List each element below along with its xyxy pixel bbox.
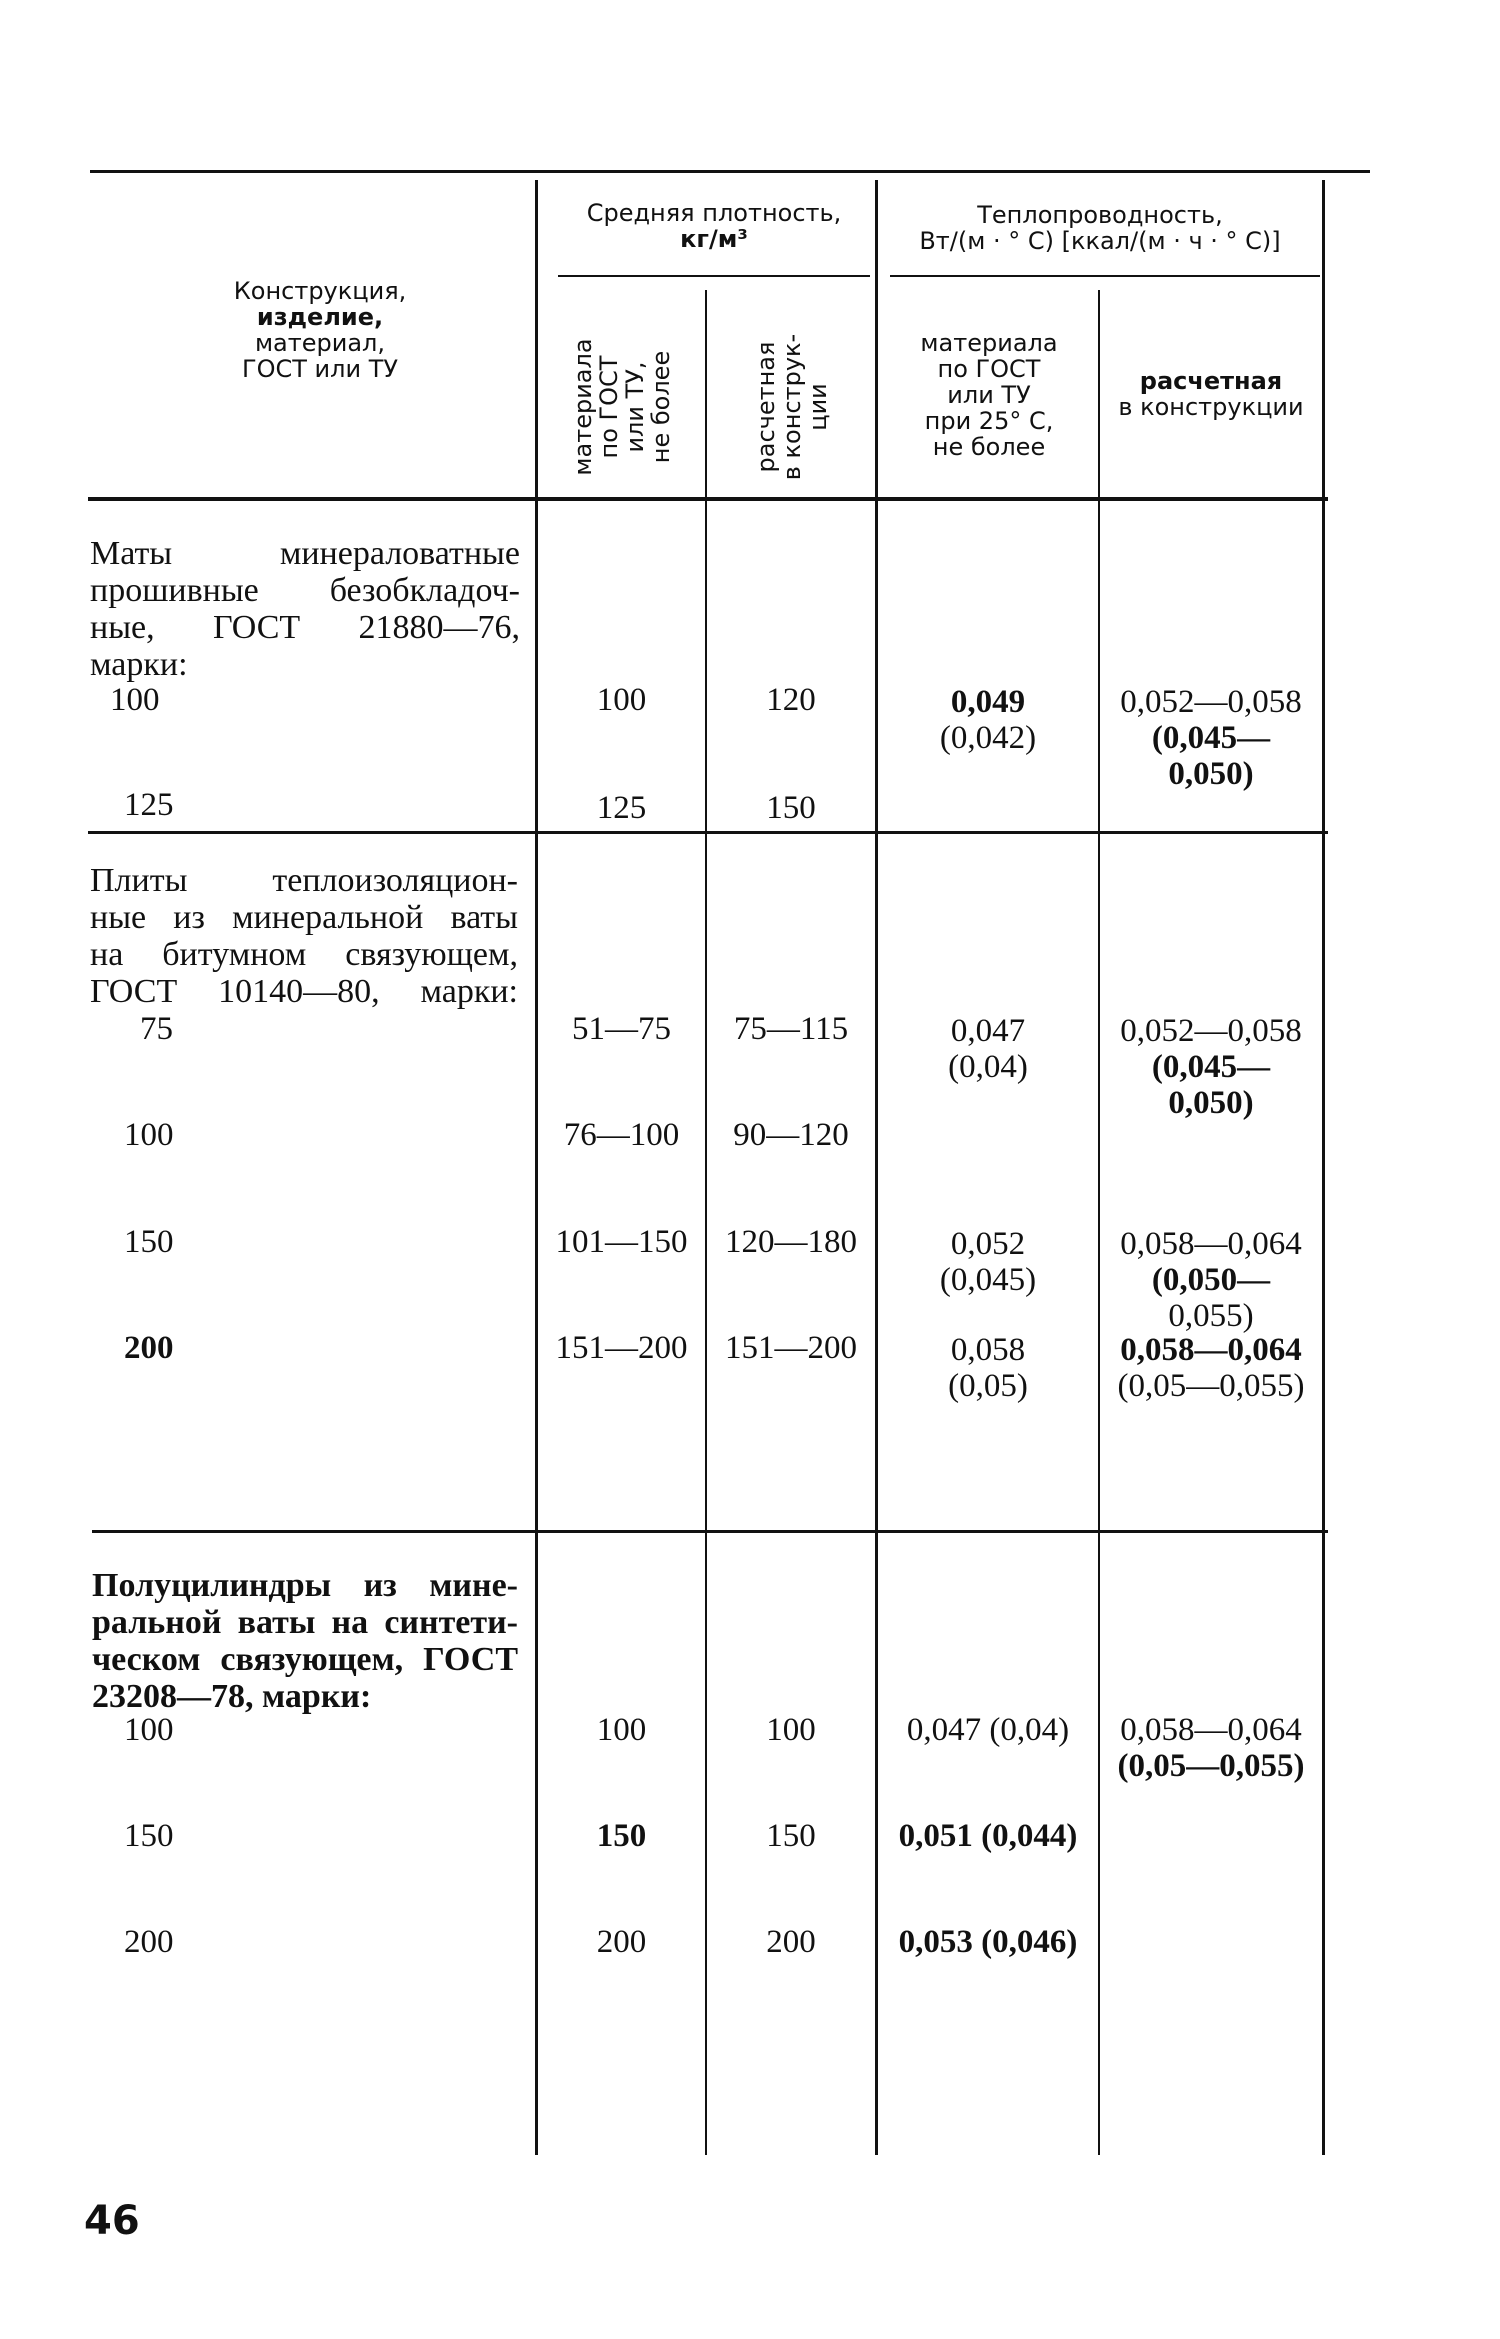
header-conductivity-line: Теплопроводность, <box>977 201 1223 229</box>
section-name-line: марки: <box>90 646 188 683</box>
section-rule-2 <box>92 1530 1328 1533</box>
header-cond-line: при 25° С, <box>924 407 1054 435</box>
cond-material <box>878 1818 1098 1854</box>
top-rule <box>90 170 1370 173</box>
cond-material <box>878 1332 1098 1404</box>
cond-calc <box>1100 1712 1322 1784</box>
cond-line: 0,049 <box>950 684 1026 720</box>
density-calc: 200 <box>766 1924 816 1960</box>
section-name-line: Полуцилиндры из мине- <box>92 1567 518 1604</box>
page-number: 46 <box>84 2198 140 2244</box>
grade: 150 <box>124 1818 174 1854</box>
density-calc: 90—120 <box>733 1117 849 1153</box>
section-name <box>92 1567 518 1715</box>
cond-material <box>878 1226 1098 1298</box>
grade: 75 <box>140 1011 173 1047</box>
cond-line: 0,047 <box>950 1013 1026 1049</box>
density-group-rule <box>558 275 870 277</box>
header-density-line: кг/м³ <box>680 225 748 253</box>
section-name <box>90 862 518 1010</box>
density-calc: 100 <box>766 1712 816 1748</box>
header-vert-line: в конструк- <box>778 333 806 481</box>
cond-line: (0,042) <box>939 720 1037 756</box>
cond-line: 0,052 <box>950 1226 1026 1262</box>
density-material: 125 <box>596 790 647 826</box>
header-cond-line: в конструкции <box>1118 393 1304 421</box>
density-calc: 151—200 <box>725 1330 857 1366</box>
cond-line: 0,052—0,058 <box>1120 684 1302 720</box>
cond-line: (0,05—0,055) <box>1117 1368 1305 1404</box>
header-vert-line: не более <box>647 350 675 464</box>
section-name-line: на битумном связующем, <box>90 936 518 973</box>
cond-line: 0,058 <box>950 1332 1026 1368</box>
col-divider-right <box>1322 180 1325 2155</box>
cond-line: (0,05) <box>948 1368 1028 1404</box>
density-calc: 150 <box>766 790 816 826</box>
header-density-line: Средняя плотность, <box>586 199 842 227</box>
cond-line: 0,050) <box>1168 1085 1254 1121</box>
density-calc: 120—180 <box>725 1224 857 1260</box>
cond-line: (0,050— <box>1151 1262 1271 1298</box>
density-material: 151—200 <box>555 1330 688 1366</box>
section-name-line: 23208—78, марки: <box>92 1678 372 1715</box>
cond-material <box>878 1924 1098 1960</box>
header-cond-line: материала <box>920 329 1058 357</box>
section-name-line: ные, ГОСТ 21880—76, <box>90 609 520 646</box>
header-bottom-rule <box>88 497 1328 501</box>
grade: 150 <box>124 1224 174 1260</box>
header-vert-line: материала <box>569 338 597 476</box>
cond-line: 0,052—0,058 <box>1120 1013 1302 1049</box>
cond-calc <box>1100 684 1322 792</box>
section-name-line: ные из минеральной ваты <box>90 899 518 936</box>
section-name <box>90 535 520 683</box>
cond-line: (0,045— <box>1151 720 1271 756</box>
density-material: 76—100 <box>563 1117 680 1153</box>
header-cond-line: или ТУ <box>947 381 1031 409</box>
density-calc: 120 <box>766 682 816 718</box>
cond-line: 0,053 (0,046) <box>898 1924 1078 1960</box>
header-construction-line: материал, <box>254 329 386 357</box>
cond-line: 0,058—0,064 <box>1120 1332 1302 1368</box>
cond-calc <box>1100 1332 1322 1404</box>
grade: 100 <box>124 1712 174 1748</box>
header-density-calc <box>753 287 831 527</box>
grade: 100 <box>124 1117 174 1153</box>
header-density-material <box>570 287 674 527</box>
cond-line: 0,055) <box>1168 1298 1254 1334</box>
cond-line: 0,051 (0,044) <box>898 1818 1078 1854</box>
header-construction-line: ГОСТ или ТУ <box>241 355 399 383</box>
header-construction-line: изделие, <box>256 303 384 331</box>
col-divider-1 <box>535 180 538 2155</box>
density-material: 100 <box>596 682 647 718</box>
header-construction-line: Конструкция, <box>233 277 407 305</box>
col-divider-3 <box>875 180 878 2155</box>
header-vert-line: ции <box>804 383 832 431</box>
header-construction <box>160 278 480 382</box>
density-calc: 150 <box>766 1818 816 1854</box>
header-cond-material <box>880 330 1098 460</box>
header-cond-calc <box>1100 368 1322 420</box>
cond-calc <box>1100 1013 1322 1121</box>
section-name-line: ГОСТ 10140—80, марки: <box>90 973 518 1010</box>
density-calc: 75—115 <box>733 1011 849 1047</box>
grade: 100 <box>110 682 160 718</box>
section-rule-1 <box>88 831 1328 834</box>
cond-material <box>878 1712 1098 1748</box>
cond-line: 0,058—0,064 <box>1120 1226 1302 1262</box>
density-material: 51—75 <box>572 1011 671 1047</box>
cond-line: 0,047 (0,04) <box>906 1712 1070 1748</box>
cond-line: 0,050) <box>1168 756 1254 792</box>
cond-line: (0,05—0,055) <box>1117 1748 1305 1784</box>
header-cond-line: по ГОСТ <box>937 355 1041 383</box>
header-vert-line: по ГОСТ <box>595 355 623 459</box>
header-vert-line: или ТУ, <box>621 361 649 453</box>
section-name-line: Маты минераловатные <box>90 535 520 572</box>
cond-line: (0,045— <box>1151 1049 1271 1085</box>
density-material: 100 <box>596 1712 647 1748</box>
header-density-group <box>555 200 873 252</box>
header-conductivity-line: Вт/(м · ° С) [ккал/(м · ч · ° С)] <box>919 227 1281 255</box>
section-name-line: ральной ваты на синтети- <box>92 1604 518 1641</box>
grade: 125 <box>124 787 174 823</box>
col-divider-2 <box>705 290 707 2155</box>
cond-material <box>878 684 1098 756</box>
header-cond-line: не более <box>932 433 1046 461</box>
section-name-line: Плиты теплоизоляцион- <box>90 862 518 899</box>
header-vert-line: расчетная <box>752 341 780 473</box>
grade: 200 <box>124 1924 174 1960</box>
density-material: 101—150 <box>555 1224 688 1260</box>
conductivity-group-rule <box>890 275 1320 277</box>
density-material: 200 <box>596 1924 647 1960</box>
cond-material <box>878 1013 1098 1085</box>
cond-line: (0,04) <box>948 1049 1028 1085</box>
density-material: 150 <box>596 1818 647 1854</box>
section-name-line: прошивные безобкладоч- <box>90 572 520 609</box>
col-divider-4 <box>1098 290 1100 2155</box>
grade: 200 <box>124 1330 174 1366</box>
section-name-line: ческом связующем, ГОСТ <box>92 1641 518 1678</box>
header-conductivity-group <box>880 202 1320 254</box>
cond-line: (0,045) <box>939 1262 1037 1298</box>
cond-calc <box>1100 1226 1322 1334</box>
header-cond-line: расчетная <box>1139 367 1283 395</box>
cond-line: 0,058—0,064 <box>1120 1712 1302 1748</box>
